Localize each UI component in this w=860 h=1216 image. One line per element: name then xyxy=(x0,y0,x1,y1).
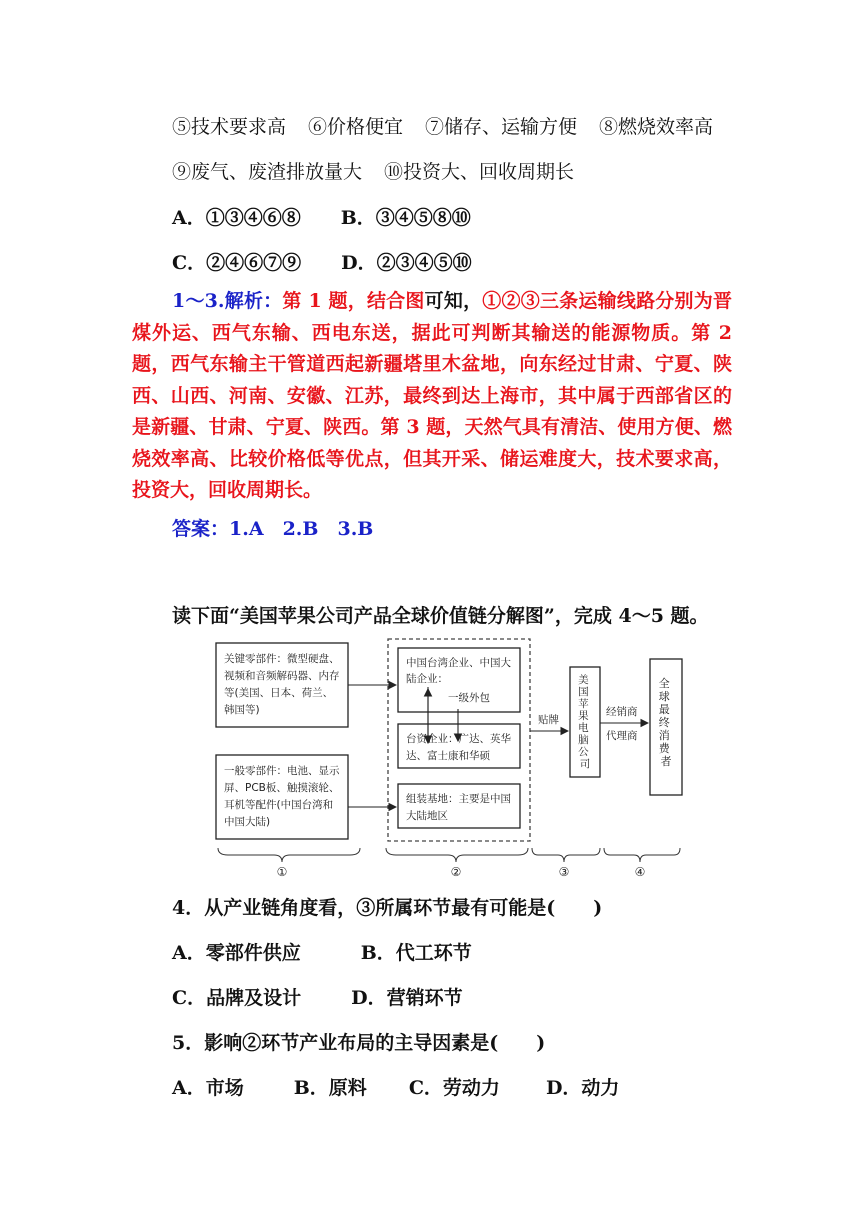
analysis-label: 1～3.解析： xyxy=(172,290,283,312)
choice-b: B．③④⑤⑧⑩ xyxy=(340,207,471,229)
brace-3 xyxy=(532,848,600,862)
q4-choice-b: B．代工环节 xyxy=(360,942,472,964)
dealer-label: 经销商 xyxy=(606,706,638,718)
apple-company-text: 美 国 苹 果 电 脑 公 司 xyxy=(578,674,591,770)
consumer-text: 全 球 最 终 消 费 者 xyxy=(658,677,672,768)
choice-a: A．①③④⑥⑧ xyxy=(172,207,301,229)
segment-label-1: ① xyxy=(276,865,288,879)
q4-choice-a: A．零部件供应 xyxy=(172,942,301,964)
analysis-text-3: ①②③三条运输线路分别为晋煤外运、西气东输、西电东送，据此可判断其输送的能源物质。第 2 题，西气东输主干管道西起新疆塔里木盆地，向东经过甘肃、宁夏、陕西、山西、河南、安徽、江苏，最终到达上海市，其中属于西部省区的是新疆、甘肃、宁夏、陕西。第 3 题，天然气具有清洁、使用方便、燃烧效率高、比较价格低等优点，但其开采、储运难度大，技术要求高，投资大，回收周期长。 xyxy=(132,290,732,501)
answer-line: 答案：1.A 2.B 3.B xyxy=(172,518,374,540)
key-parts-text: 关键零部件：微型硬盘、 视频和音频解码器、内存 等(美国、日本、荷兰、 韩国等) xyxy=(224,653,340,716)
q5-choice-a: A．市场 xyxy=(172,1077,244,1099)
choice-line-cd xyxy=(172,251,472,275)
brand-label: 贴牌 xyxy=(538,714,559,726)
q4-choice-c: C．品牌及设计 xyxy=(172,987,302,1009)
outsourcing-label: 一级外包 xyxy=(448,692,490,704)
option-8: ⑧燃烧效率高 xyxy=(599,116,714,138)
brace-4 xyxy=(604,848,680,862)
option-line-2 xyxy=(172,160,574,184)
analysis-paragraph xyxy=(132,286,732,507)
option-5: ⑤技术要求高 xyxy=(172,116,287,138)
tw-enterprise-text: 台资企业：广达、英华 达、富士康和华硕 xyxy=(406,733,511,762)
assembly-base-text: 组装基地：主要是中国 大陆地区 xyxy=(406,793,511,822)
agent-label: 代理商 xyxy=(606,730,638,742)
option-9: ⑨废气、废渣排放量大 xyxy=(172,161,363,183)
option-10: ⑩投资大、回收周期长 xyxy=(384,161,575,183)
segment-label-4: ④ xyxy=(634,865,646,879)
option-line-1 xyxy=(172,115,713,139)
choice-d: D．②③④⑤⑩ xyxy=(341,252,472,274)
q5-choices xyxy=(172,1076,619,1100)
brace-2 xyxy=(386,848,528,862)
q4-choices-ab xyxy=(172,941,472,965)
segment-label-3: ③ xyxy=(558,865,570,879)
intro-line: 读下面“美国苹果公司产品全球价值链分解图”，完成 4～5 题。 xyxy=(172,605,709,627)
option-6: ⑥价格便宜 xyxy=(308,116,404,138)
value-chain-diagram xyxy=(210,637,686,879)
analysis-text-2: 可知， xyxy=(424,290,483,312)
analysis-text-1: 第 1 题，结合图 xyxy=(282,290,425,312)
choice-line-ab xyxy=(172,206,471,230)
q5-choice-c: C．劳动力 xyxy=(408,1077,500,1099)
q4-choices-cd xyxy=(172,986,463,1010)
brace-1 xyxy=(218,848,360,862)
option-7: ⑦储存、运输方便 xyxy=(425,116,578,138)
q5-stem: 5．影响②环节产业布局的主导因素是( ) xyxy=(172,1032,546,1054)
q5-choice-b: B．原料 xyxy=(293,1077,367,1099)
choice-c: C．②④⑥⑦⑨ xyxy=(172,252,302,274)
q4-choice-d: D．营销环节 xyxy=(351,987,463,1009)
general-parts-text: 一般零部件：电池、显示 屏、PCB板、触摸滚轮、 耳机等配件(中国台湾和 中国大陆) xyxy=(224,765,340,828)
q4-stem: 4．从产业链角度看，③所属环节最有可能是( ) xyxy=(172,897,603,919)
segment-label-2: ② xyxy=(450,865,462,879)
tw-cn-enterprise-text: 中国台湾企业、中国大 陆企业： xyxy=(406,657,511,685)
q5-choice-d: D．动力 xyxy=(545,1077,620,1099)
